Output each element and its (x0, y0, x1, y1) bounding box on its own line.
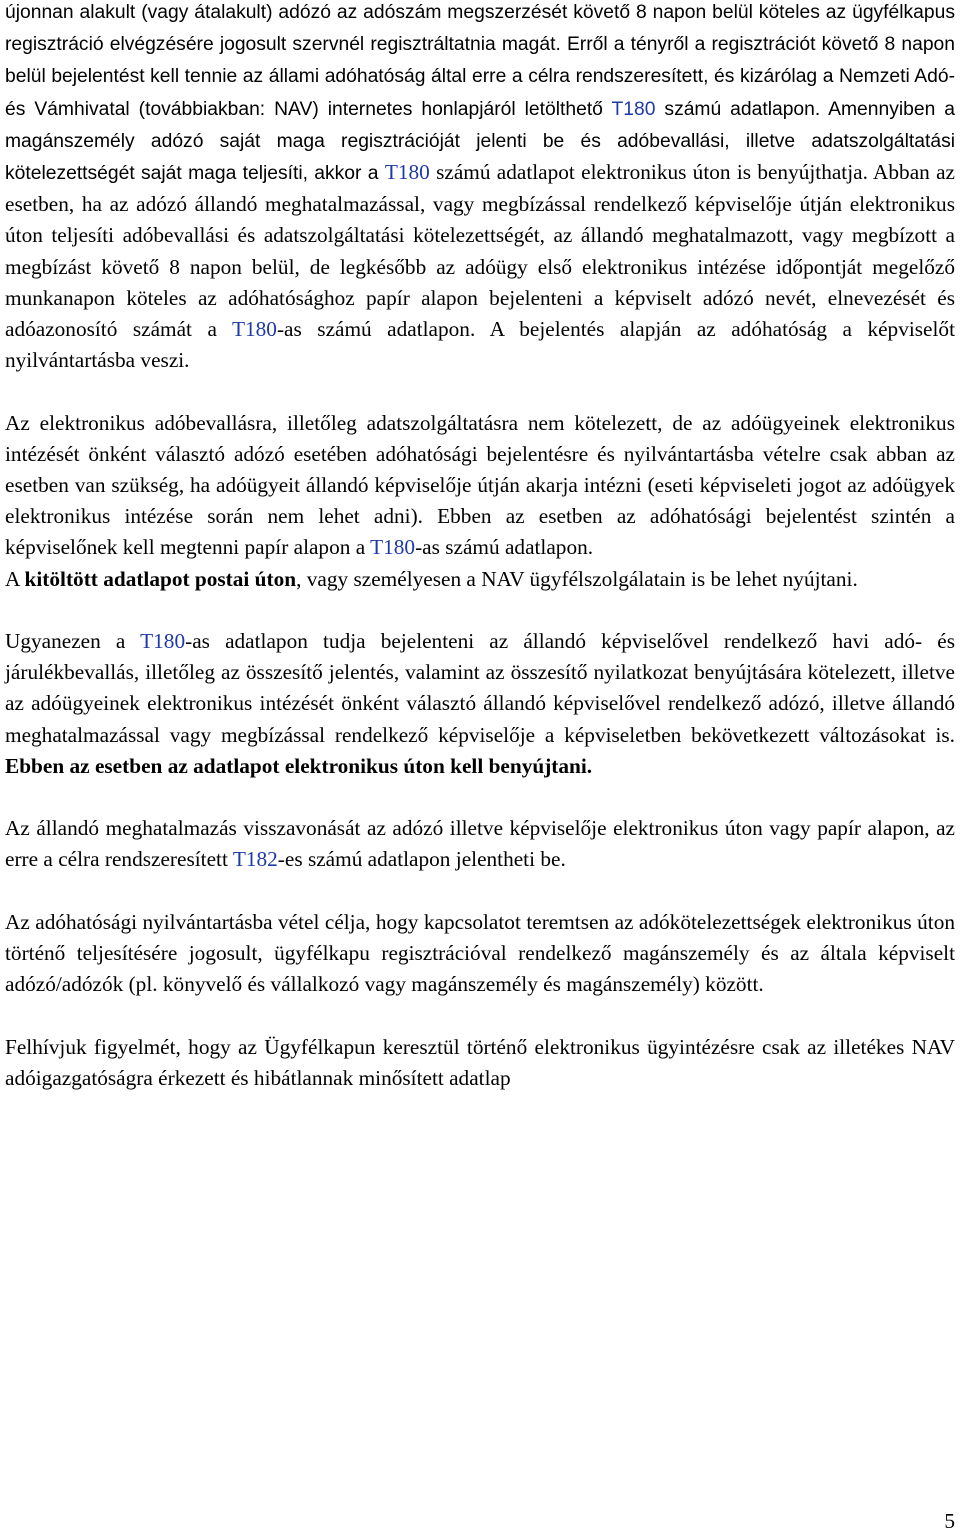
paragraph-notice: Felhívjuk figyelmét, hogy az Ügyfélkapun keresztül történő elektronikus ügyintézésre csak az illetékes NAV adóigazgatóságra érkezett és hibátlannak minősített adatlap (5, 1034, 955, 1090)
document-page (5, 0, 955, 1094)
bold-emphasis: kitöltött adatlapot postai úton (24, 566, 297, 591)
paragraph-postal-submission: A kitöltött adatlapot postai úton, vagy személyesen a NAV ügyfélszolgálatain is be lehet nyújtani. (5, 566, 858, 591)
form-reference-t180: T180 (370, 535, 416, 560)
form-reference-t182: T182 (232, 847, 278, 872)
paragraph-purpose: Az adóhatósági nyilvántartásba vétel célja, hogy kapcsolatot teremtsen az adókötelezettségek elektronikus úton történő teljesítésére jogosult, ügyfélkapu regisztrációval rendelkező magánszemély és az általa képviselt adózó/adózók (pl. könyvelő és vállalkozó vagy magánszemély és magánszemély) között. (5, 909, 955, 997)
form-reference-t180: T180 (232, 317, 277, 342)
form-reference-t180: T180 (140, 629, 186, 654)
paragraph-registration: újonnan alakult (vagy átalakult) adózó az adószám megszerzését követő 8 napon belül köteles az ügyfélkapus regisztráció elvégzésére jogosult szervnél regisztráltatnia magát. Erről a tényről a regisztrációt követő 8 napon belül bejelentést kell tennie az állami adóhatóság által erre a célra rendszeresített, és kizárólag a Nemzeti Adó-és Vámhivatal (továbbiakban: NAV) internetes honlapjáról letölthető T180 számú adatlapon. Amennyiben a magánszemély adózó saját maga regisztrációját jelenti be és adóbevallási, illetve adatszolgáltatási kötelezettségét saját maga teljesíti, akkor a T180 számú adatlapot elektronikus úton is benyújthatja. Abban az esetben, ha az adózó állandó meghatalmazással, vagy megbízással rendelkező képviselője útján elektronikus úton teljesíti adóbevallási és adatszolgáltatási kötelezettségét, az állandó meghatalmazott, vagy megbízott a megbízást követő 8 napon belül, de legkésőbb az adóügy első elektronikus intézése időpontját megelőző munkanapon köteles az adóhatósághoz papír alapon bejelenteni a képviselt adózó nevét, elnevezését és adóazonosító számát a T180-as számú adatlapon. A bejelentés alapján az adóhatóság a képviselőt nyilvántartásba veszi. (5, 2, 956, 373)
page-number: 5 (944, 1509, 955, 1533)
bold-emphasis: Ebben az esetben az adatlapot elektronikus úton kell benyújtani. (5, 753, 593, 778)
paragraph-revocation: Az állandó meghatalmazás visszavonását az adózó illetve képviselője elektronikus úton vagy papír alapon, az erre a célra rendszeresített T182-es számú adatlapon jelentheti be. (5, 816, 955, 872)
form-reference-t180: T180 (384, 160, 430, 185)
paragraph-voluntary-electronic: Az elektronikus adóbevallásra, illetőleg adatszolgáltatásra nem kötelezett, de az adóügyeinek elektronikus intézését önként választó adózó esetében adóhatósági bejelentésre és nyilvántartásba vételre csak abban az esetben van szükség, ha adóügyeit állandó képviselője útján akarja intézni (eseti képviseleti jogot az adóügyek elektronikus intézése során nem lehet adni). Ebben az esetben az adóhatósági bejelentést szintén a képviselőnek kell megtenni papír alapon a T180-as számú adatlapon. (5, 410, 955, 560)
form-reference-t180: T180 (611, 98, 656, 120)
paragraph-representative-changes: Ugyanezen a T180-as adatlapon tudja bejelenteni az állandó képviselővel rendelkező havi adó- és járulékbevallás, illetőleg az összesítő jelentés, valamint az összesítő nyilatkozat benyújtására kötelezett, illetve az adóügyeinek elektronikus intézését önként választó állandó képviselővel rendelkező adózó, illetve állandó meghatalmazással vagy megbízással rendelkező képviselője a képviseletben bekövetkezett változásokat is. Ebben az esetben az adatlapot elektronikus úton kell benyújtani. (5, 629, 955, 778)
